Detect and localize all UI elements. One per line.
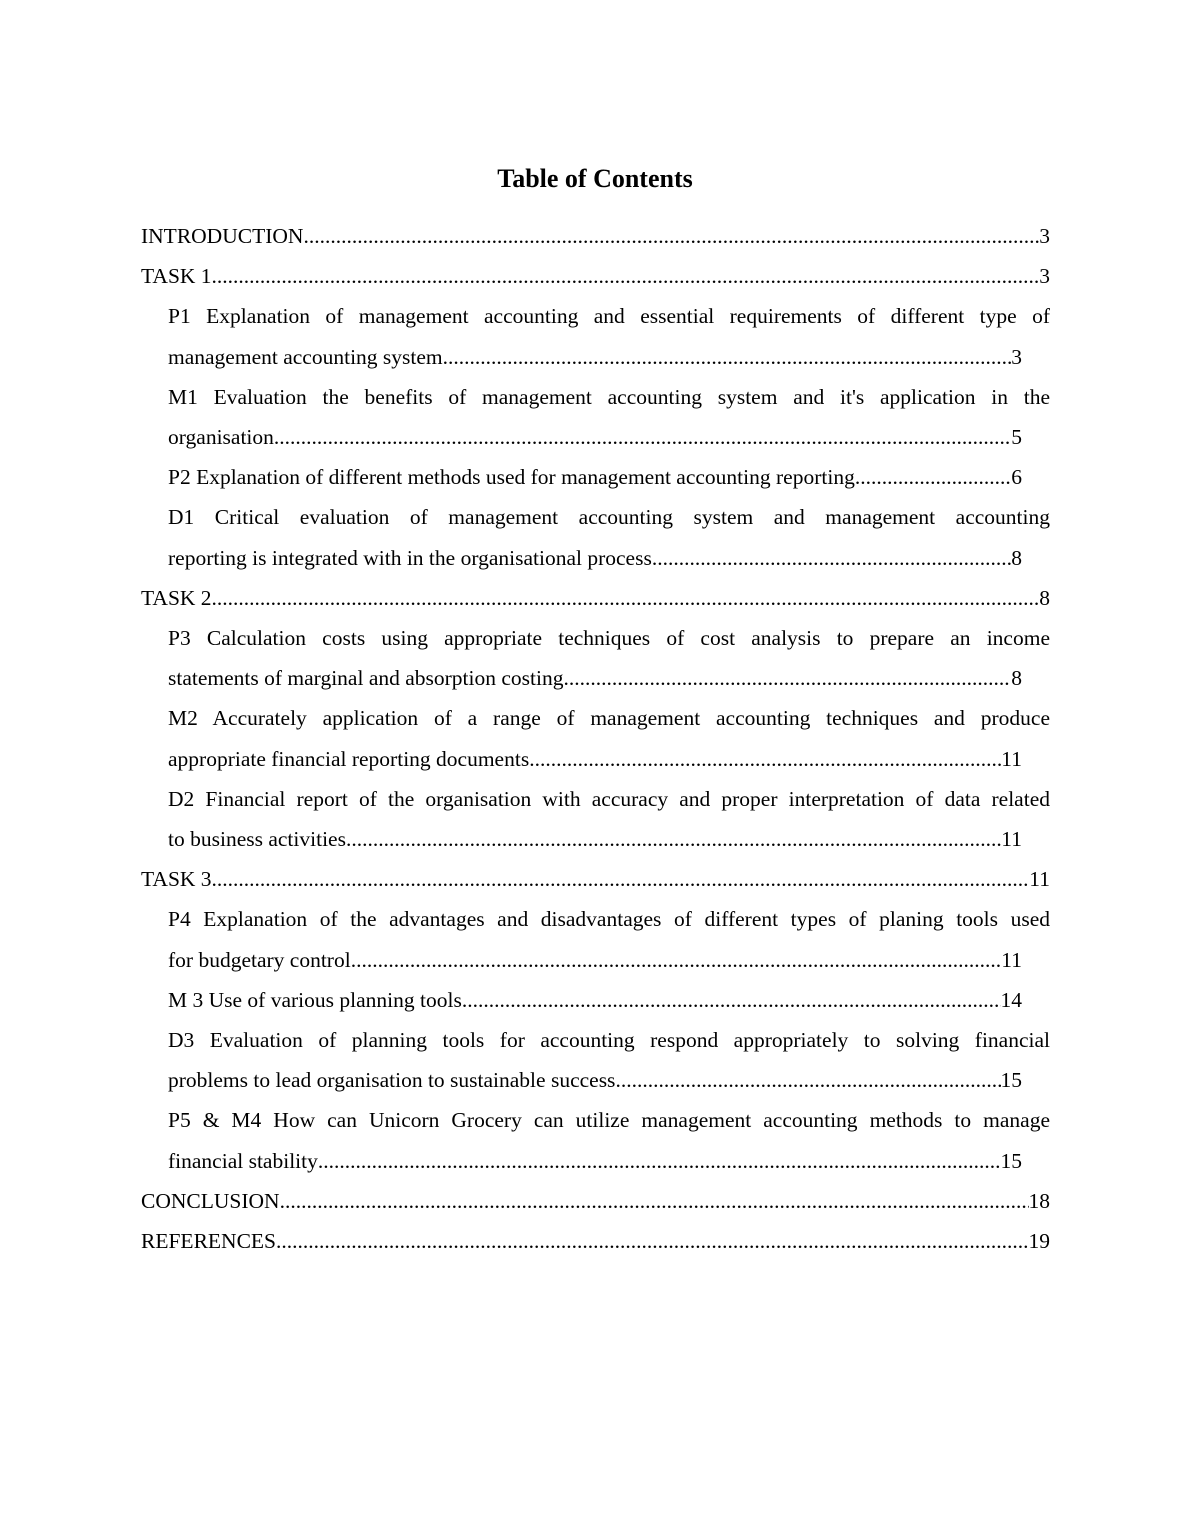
toc-page-number: 8 xyxy=(1011,666,1022,691)
toc-entry-references[interactable] xyxy=(141,1221,1050,1261)
toc-entry-p1[interactable] xyxy=(168,296,1050,376)
dot-leader xyxy=(855,457,1011,497)
toc-page-number: 6 xyxy=(1011,465,1022,490)
toc-page-number: 3 xyxy=(1039,224,1050,248)
toc-page-number: 3 xyxy=(1011,344,1022,369)
toc-entry-d3[interactable] xyxy=(168,1020,1050,1100)
page-title: Table of Contents xyxy=(497,164,693,193)
toc-entry-label-line1: D1 Critical evaluation of management accounting system and management accounting xyxy=(168,505,1050,530)
toc-page-number: 11 xyxy=(1001,746,1022,771)
toc-entry-label: REFERENCES xyxy=(141,1229,276,1254)
toc-entry-label-line2: financial stability xyxy=(168,1148,318,1173)
toc-entry-task-3[interactable] xyxy=(141,859,1050,899)
toc-entry-p3[interactable] xyxy=(168,618,1050,698)
toc-entry-label-line1: D3 Evaluation of planning tools for accounting respond appropriately to solving financial xyxy=(168,1028,1050,1053)
dot-leader xyxy=(212,859,1030,899)
dot-leader xyxy=(351,940,1002,980)
dot-leader xyxy=(346,819,1001,859)
toc-entry-label-line2: organisation xyxy=(168,425,274,450)
toc-entry-label-line2: statements of marginal and absorption costing xyxy=(168,666,564,691)
toc-entry-label-line2: to business activities xyxy=(168,827,346,852)
dot-leader xyxy=(462,980,1001,1020)
toc-entry-label: CONCLUSION xyxy=(141,1188,280,1213)
toc-entry-conclusion[interactable] xyxy=(141,1181,1050,1221)
dot-leader xyxy=(652,538,1011,578)
toc-page-number: 14 xyxy=(1000,987,1022,1012)
dot-leader xyxy=(280,1181,1029,1221)
dot-leader xyxy=(318,1141,1001,1181)
toc-page-number: 8 xyxy=(1039,585,1050,610)
toc-entry-label-line1: P4 Explanation of the advantages and disadvantages of different types of planing tools used xyxy=(168,907,1050,932)
toc-entry-label: P2 Explanation of different methods used for management accounting reporting xyxy=(168,465,855,490)
toc-page-number: 11 xyxy=(1029,867,1050,892)
toc-entry-p2[interactable] xyxy=(168,457,1050,497)
toc-entry-label-line1: P3 Calculation costs using appropriate techniques of cost analysis to prepare an income xyxy=(168,626,1050,651)
toc-entry-m1[interactable] xyxy=(168,377,1050,457)
toc-entry-label: TASK 2 xyxy=(141,585,212,610)
toc-entry-label-line2: for budgetary control xyxy=(168,947,351,972)
dot-leader xyxy=(212,578,1040,618)
toc-page-number: 11 xyxy=(1001,827,1022,852)
toc-page-number: 5 xyxy=(1011,425,1022,450)
toc-entry-label-line1: P1 Explanation of management accounting and essential requirements of different type of xyxy=(168,304,1050,329)
dot-leader xyxy=(443,337,1012,377)
dot-leader xyxy=(274,417,1011,457)
table-of-contents xyxy=(141,216,1050,1261)
toc-entry-label: INTRODUCTION xyxy=(141,224,304,248)
dot-leader xyxy=(615,1060,1000,1100)
toc-entry-d1[interactable] xyxy=(168,497,1050,577)
dot-leader xyxy=(563,658,1011,698)
toc-entry-task-2[interactable] xyxy=(141,578,1050,618)
toc-entry-task-1[interactable] xyxy=(141,256,1050,296)
toc-entry-label-line2: problems to lead organisation to sustainable success xyxy=(168,1068,616,1093)
toc-page-number: 8 xyxy=(1011,545,1022,570)
toc-page-number: 15 xyxy=(1000,1148,1022,1173)
toc-page-number: 3 xyxy=(1039,264,1050,289)
toc-page-number: 19 xyxy=(1028,1229,1050,1254)
toc-page-number: 11 xyxy=(1001,947,1022,972)
toc-page-number: 15 xyxy=(1000,1068,1022,1093)
dot-leader xyxy=(529,739,1001,779)
toc-entry-label-line1: P5 & M4 How can Unicorn Grocery can utilize management accounting methods to manage xyxy=(168,1108,1050,1133)
dot-leader xyxy=(212,256,1040,296)
toc-entry-label-line2: reporting is integrated with in the organisational process xyxy=(168,545,652,570)
toc-entry-p5-m4[interactable] xyxy=(168,1100,1050,1180)
toc-entry-d2[interactable] xyxy=(168,779,1050,859)
toc-entry-label-line1: M1 Evaluation the benefits of management accounting system and it's application in the xyxy=(168,384,1050,409)
toc-entry-label-line1: D2 Financial report of the organisation with accuracy and proper interpretation of data related xyxy=(168,786,1050,811)
toc-entry-label: TASK 1 xyxy=(141,264,212,289)
toc-entry-p4[interactable] xyxy=(168,899,1050,979)
toc-entry-label-line1: M2 Accurately application of a range of management accounting techniques and produce xyxy=(168,706,1050,731)
toc-entry-label: TASK 3 xyxy=(141,867,212,892)
toc-entry-m2[interactable] xyxy=(168,698,1050,778)
toc-entry-introduction[interactable] xyxy=(141,216,1050,256)
toc-entry-label-line2: appropriate financial reporting documents xyxy=(168,746,530,771)
dot-leader xyxy=(303,216,1039,256)
dot-leader xyxy=(276,1221,1029,1261)
toc-entry-label: M 3 Use of various planning tools xyxy=(168,987,462,1012)
toc-entry-m3[interactable] xyxy=(168,980,1050,1020)
toc-page-number: 18 xyxy=(1028,1188,1050,1213)
toc-entry-label-line2: management accounting system xyxy=(168,344,443,369)
